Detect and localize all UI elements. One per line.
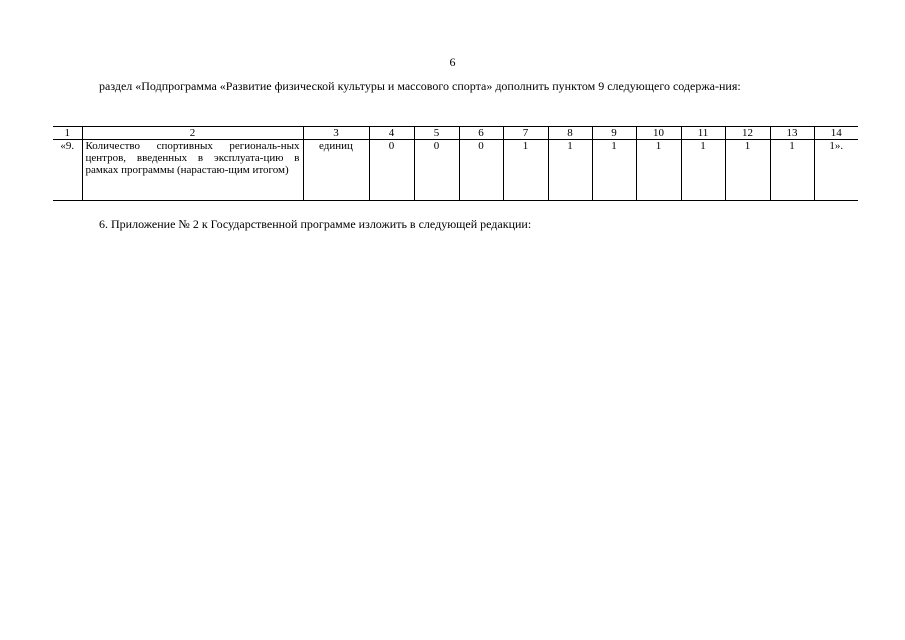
column-header: 9 (592, 127, 636, 140)
column-header: 5 (414, 127, 459, 140)
column-header: 4 (369, 127, 414, 140)
value-cell: 0 (369, 140, 414, 201)
column-header: 3 (303, 127, 369, 140)
intro-paragraph: раздел «Подпрограмма «Развитие физической культуры и массового спорта» дополнить пунктом 9 следующего содержа-ния: (99, 79, 741, 93)
column-header: 14 (814, 127, 858, 140)
column-header: 8 (548, 127, 592, 140)
value-cell: 1 (592, 140, 636, 201)
value-cell: 0 (414, 140, 459, 201)
column-header: 2 (82, 127, 303, 140)
table-row (53, 140, 858, 201)
value-cell: 1 (770, 140, 814, 201)
indicator-description: Количество спортивных региональ-ных центров, введенных в эксплуата-цию в рамках программы (нарастаю-щим итогом) (82, 140, 303, 201)
column-header: 10 (636, 127, 681, 140)
paragraph-6: 6. Приложение № 2 к Государственной программе изложить в следующей редакции: (99, 217, 532, 231)
column-header: 12 (725, 127, 770, 140)
value-cell: 1 (636, 140, 681, 201)
row-number: «9. (53, 140, 82, 201)
value-cell: 1 (548, 140, 592, 201)
table-header-row (53, 127, 858, 140)
value-cell: 1 (681, 140, 725, 201)
page-number: 6 (449, 55, 456, 69)
indicator-table (53, 126, 858, 201)
value-cell: 0 (459, 140, 503, 201)
value-cell: 1». (814, 140, 858, 201)
column-header: 11 (681, 127, 725, 140)
column-header: 1 (53, 127, 82, 140)
column-header: 6 (459, 127, 503, 140)
unit-cell: единиц (303, 140, 369, 201)
column-header: 13 (770, 127, 814, 140)
value-cell: 1 (725, 140, 770, 201)
value-cell: 1 (503, 140, 548, 201)
column-header: 7 (503, 127, 548, 140)
